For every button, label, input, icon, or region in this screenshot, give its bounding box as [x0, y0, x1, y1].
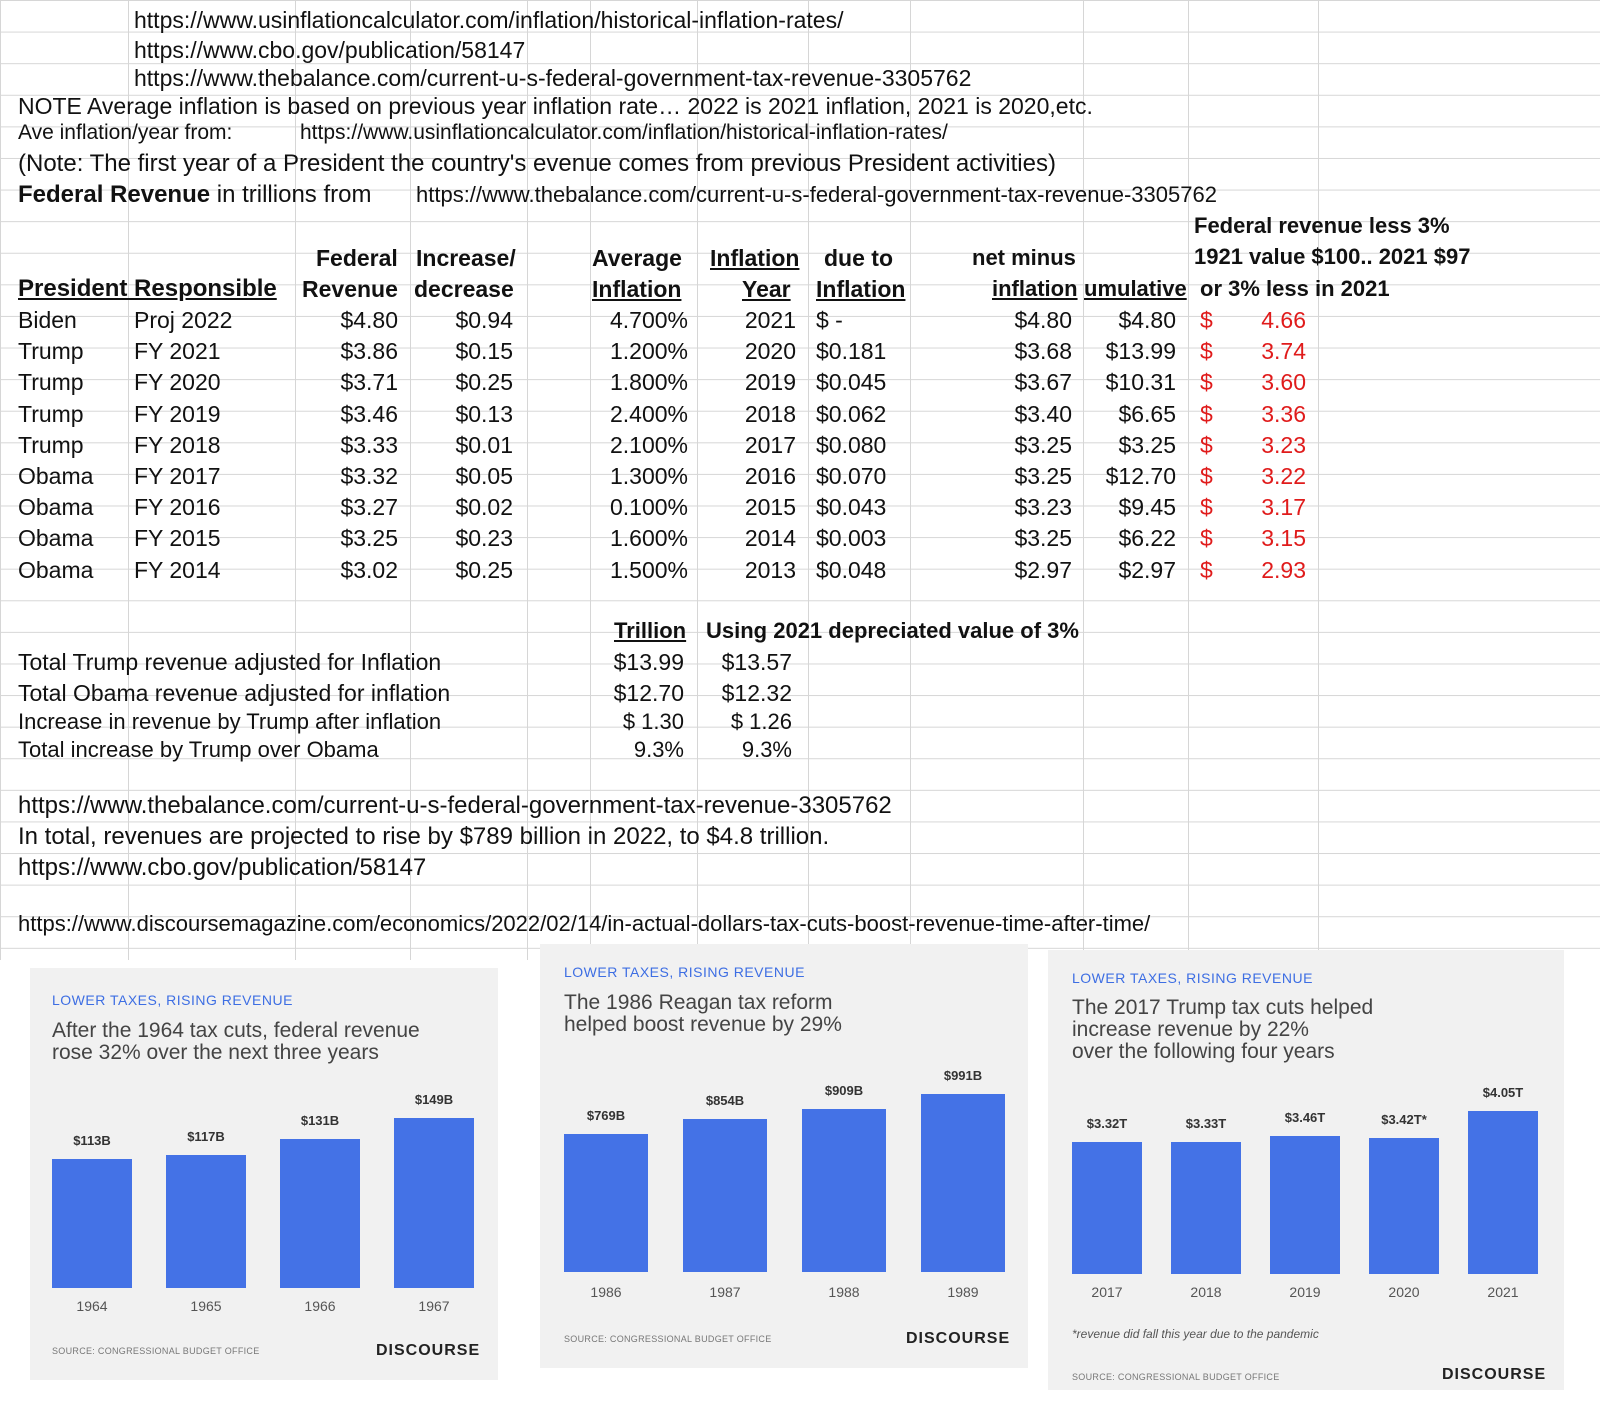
chart-kicker: LOWER TAXES, RISING REVENUE	[564, 964, 805, 980]
link-cbo[interactable]: https://www.cbo.gov/publication/58147	[134, 37, 526, 63]
chart-value-label: $3.46T	[1284, 1110, 1326, 1125]
row-cumulative: $3.25	[1118, 431, 1176, 458]
note-first-year: (Note: The first year of a President the country's evenue comes from previous President activities)	[18, 150, 1056, 177]
grid-col-line	[1318, 0, 1319, 960]
note-average-inflation: NOTE Average inflation is based on previous year inflation rate… 2022 is 2021 inflation, 2021 is 2020,etc.	[18, 93, 1093, 119]
chart-value-label: $909B	[824, 1083, 864, 1098]
row-average-inflation: 0.100%	[609, 494, 688, 521]
chart-category-label: 1987	[709, 1284, 741, 1300]
row-less-dollar: $	[1200, 307, 1213, 333]
link-inflation-rates[interactable]: https://www.usinflationcalculator.com/inflation/historical-inflation-rates/	[134, 7, 844, 33]
row-fiscal-year: FY 2021	[134, 338, 221, 365]
row-net-minus-inflation: $4.80	[1014, 307, 1072, 333]
row-revenue: $3.27	[340, 494, 398, 521]
chart-title: increase revenue by 22%	[1072, 1018, 1309, 1041]
row-increase: $0.05	[455, 463, 513, 489]
chart-value-label: $149B	[414, 1092, 454, 1107]
header-less-1: Federal revenue less 3%	[1194, 213, 1450, 238]
row-revenue: $4.80	[340, 307, 398, 333]
grid-col-line	[1188, 0, 1189, 960]
row-inflation-year: 2013	[744, 556, 796, 583]
row-less-dollar: $	[1200, 400, 1213, 427]
header-less-2: 1921 value $100.. 2021 $97	[1194, 244, 1471, 269]
chart-category-label: 2018	[1190, 1284, 1222, 1300]
header-due-to: due to	[824, 245, 893, 271]
chart-value-label: $854B	[705, 1093, 745, 1108]
row-fiscal-year: FY 2014	[134, 556, 221, 583]
row-net-minus-inflation: $3.67	[1014, 369, 1072, 396]
chart-bar	[1072, 1142, 1142, 1274]
row-fiscal-year: FY 2015	[134, 525, 221, 552]
row-inflation-year: 2014	[744, 525, 796, 552]
footer-link-discourse[interactable]: https://www.discoursemagazine.com/economics/2022/02/14/in-actual-dollars-tax-cuts-boost-revenue-time-after-time/	[18, 911, 1151, 936]
row-increase: $0.25	[455, 556, 513, 583]
row-fiscal-year: FY 2016	[134, 494, 221, 521]
header-average: Average	[592, 245, 682, 271]
row-fiscal-year: Proj 2022	[134, 307, 233, 333]
chart-bar	[802, 1109, 886, 1272]
chart-category-label: 1965	[190, 1298, 222, 1314]
row-inflation-year: 2021	[744, 307, 796, 333]
chart-source: SOURCE: CONGRESSIONAL BUDGET OFFICE	[52, 1346, 260, 1356]
header-net-inflation: inflation	[992, 276, 1078, 301]
row-average-inflation: 1.300%	[609, 463, 688, 489]
summary-using: Using 2021 depreciated value of 3%	[706, 618, 1079, 643]
row-increase: $0.23	[455, 525, 513, 552]
footer-link-cbo[interactable]: https://www.cbo.gov/publication/58147	[18, 854, 427, 881]
summary-trillion: Trillion	[614, 618, 687, 643]
row-inflation-year: 2020	[744, 338, 796, 365]
link-thebalance[interactable]: https://www.thebalance.com/current-u-s-federal-government-tax-revenue-3305762	[134, 65, 972, 91]
row-due-to-inflation: $0.070	[816, 463, 887, 489]
row-cumulative: $6.65	[1118, 400, 1176, 427]
row-less-3-percent: 2.93	[1261, 556, 1306, 583]
summary-depreciated-value: 9.3%	[741, 737, 792, 762]
row-due-to-inflation: $0.045	[816, 369, 887, 396]
row-president: Trump	[18, 338, 84, 365]
row-revenue: $3.86	[340, 338, 398, 365]
header-inflation-avg: Inflation	[592, 276, 682, 302]
header-increase: Increase/	[416, 245, 516, 271]
summary-label: Increase in revenue by Trump after inflation	[18, 709, 442, 734]
chart-value-label: $113B	[73, 1133, 111, 1148]
chart-category-label: 1964	[76, 1298, 108, 1314]
row-less-3-percent: 3.23	[1261, 431, 1306, 458]
header-president: President Responsible	[18, 275, 277, 302]
row-average-inflation: 1.200%	[609, 338, 688, 365]
row-less-dollar: $	[1200, 556, 1213, 583]
row-less-dollar: $	[1200, 463, 1213, 489]
row-less-3-percent: 3.74	[1261, 338, 1306, 365]
header-federal: Federal	[316, 245, 398, 271]
chart-kicker: LOWER TAXES, RISING REVENUE	[52, 992, 293, 1008]
row-cumulative: $13.99	[1105, 338, 1176, 365]
chart-category-label: 1986	[590, 1284, 622, 1300]
chart-title: helped boost revenue by 29%	[564, 1013, 842, 1036]
chart-category-label: 1966	[304, 1298, 336, 1314]
row-president: Obama	[18, 525, 94, 552]
summary-label: Total Trump revenue adjusted for Inflation	[18, 649, 442, 675]
chart-footnote: *revenue did fall this year due to the pandemic	[1072, 1327, 1319, 1341]
chart-bar	[683, 1119, 767, 1272]
chart-title: The 2017 Trump tax cuts helped	[1072, 996, 1374, 1019]
chart-value-label: $769B	[586, 1108, 626, 1123]
federal-revenue-note	[18, 181, 371, 209]
chart-brand: DISCOURSE	[376, 1342, 481, 1359]
header-inflation: Inflation	[710, 245, 800, 271]
chart-category-label: 1988	[828, 1284, 860, 1300]
row-president: Trump	[18, 431, 84, 458]
chart-category-label: 2021	[1487, 1284, 1519, 1300]
row-revenue: $3.71	[340, 369, 398, 396]
row-net-minus-inflation: $3.25	[1014, 431, 1072, 458]
header-due-inflation: Inflation	[816, 276, 906, 302]
row-less-3-percent: 3.36	[1261, 400, 1306, 427]
chart-bar	[280, 1139, 360, 1288]
row-revenue: $3.25	[340, 525, 398, 552]
row-president: Biden	[18, 307, 77, 333]
row-fiscal-year: FY 2019	[134, 400, 221, 427]
summary-label: Total Obama revenue adjusted for inflation	[18, 680, 451, 706]
header-net-minus: net minus	[972, 245, 1076, 270]
chart-bar	[166, 1155, 246, 1288]
row-president: Obama	[18, 463, 94, 489]
row-increase: $0.25	[455, 369, 513, 396]
row-less-dollar: $	[1200, 338, 1213, 365]
federal-revenue-bold: Federal Revenue	[18, 181, 211, 208]
chart-source: SOURCE: CONGRESSIONAL BUDGET OFFICE	[564, 1334, 772, 1344]
chart-value-label: $117B	[187, 1129, 225, 1144]
row-average-inflation: 1.600%	[609, 525, 688, 552]
row-revenue: $3.46	[340, 400, 398, 427]
chart-bar	[1171, 1142, 1241, 1274]
chart-bar	[564, 1134, 648, 1272]
chart-bar	[394, 1118, 474, 1288]
row-inflation-year: 2018	[744, 400, 796, 427]
row-due-to-inflation: $0.181	[816, 338, 887, 365]
row-less-dollar: $	[1200, 431, 1213, 458]
row-net-minus-inflation: $3.25	[1014, 525, 1072, 552]
chart-value-label: $131B	[300, 1113, 340, 1128]
row-inflation-year: 2017	[744, 431, 796, 458]
row-less-3-percent: 3.17	[1261, 494, 1306, 521]
row-due-to-inflation: $0.043	[816, 494, 887, 521]
row-inflation-year: 2019	[744, 369, 796, 396]
row-average-inflation: 4.700%	[609, 307, 688, 333]
row-president: Obama	[18, 556, 94, 583]
row-revenue: $3.02	[340, 556, 398, 583]
footer-projection: In total, revenues are projected to rise by $789 billion in 2022, to $4.8 trillion.	[18, 823, 830, 850]
summary-depreciated-value: $12.32	[721, 680, 792, 706]
header-less-3: or 3% less in 2021	[1200, 276, 1390, 301]
chart-value-label: $3.33T	[1185, 1116, 1227, 1131]
row-net-minus-inflation: $3.40	[1014, 400, 1072, 427]
row-due-to-inflation: $0.003	[816, 525, 887, 552]
chart-title: rose 32% over the next three years	[52, 1041, 379, 1064]
header-decrease: decrease	[414, 276, 514, 302]
row-cumulative: $12.70	[1105, 463, 1176, 489]
row-net-minus-inflation: $3.25	[1014, 463, 1072, 489]
chart-category-label: 2019	[1289, 1284, 1321, 1300]
row-net-minus-inflation: $3.68	[1014, 338, 1072, 365]
chart-category-label: 1967	[418, 1298, 450, 1314]
footer-link-thebalance[interactable]: https://www.thebalance.com/current-u-s-federal-government-tax-revenue-3305762	[18, 792, 892, 819]
chart-value-label: $4.05T	[1482, 1085, 1524, 1100]
ave-inflation-link[interactable]: https://www.usinflationcalculator.com/inflation/historical-inflation-rates/	[300, 121, 948, 144]
chart-source: SOURCE: CONGRESSIONAL BUDGET OFFICE	[1072, 1372, 1280, 1382]
row-average-inflation: 1.500%	[609, 556, 688, 583]
chart-category-label: 1989	[947, 1284, 979, 1300]
row-due-to-inflation: $0.062	[816, 400, 887, 427]
row-cumulative: $2.97	[1118, 556, 1176, 583]
row-net-minus-inflation: $2.97	[1014, 556, 1072, 583]
chart-brand: DISCOURSE	[906, 1330, 1011, 1347]
row-inflation-year: 2016	[744, 463, 796, 489]
row-inflation-year: 2015	[744, 494, 796, 521]
chart-title: The 1986 Reagan tax reform	[564, 991, 833, 1014]
chart-value-label: $991B	[943, 1068, 983, 1083]
row-cumulative: $9.45	[1118, 494, 1176, 521]
row-due-to-inflation: $ -	[816, 307, 843, 333]
summary-depreciated-value: $13.57	[721, 649, 792, 675]
row-increase: $0.94	[455, 307, 513, 333]
summary-trillion-value: $13.99	[613, 649, 684, 675]
row-president: Obama	[18, 494, 94, 521]
chart-title: over the following four years	[1072, 1040, 1335, 1063]
row-less-3-percent: 4.66	[1261, 307, 1306, 333]
row-increase: $0.01	[455, 431, 513, 458]
chart-kicker: LOWER TAXES, RISING REVENUE	[1072, 970, 1313, 986]
row-average-inflation: 1.800%	[609, 369, 688, 396]
row-less-3-percent: 3.60	[1261, 369, 1306, 396]
summary-trillion-value: 9.3%	[633, 737, 684, 762]
header-revenue: Revenue	[302, 276, 398, 302]
summary-trillion-value: $ 1.30	[622, 709, 684, 734]
summary-trillion-value: $12.70	[613, 680, 684, 706]
row-revenue: $3.33	[340, 431, 398, 458]
chart-bar	[1270, 1136, 1340, 1274]
row-average-inflation: 2.100%	[609, 431, 688, 458]
chart-category-label: 2020	[1388, 1284, 1420, 1300]
row-revenue: $3.32	[340, 463, 398, 489]
federal-revenue-rest: in trillions from	[210, 181, 372, 208]
chart-bar	[52, 1159, 132, 1288]
row-net-minus-inflation: $3.23	[1014, 494, 1072, 521]
row-due-to-inflation: $0.048	[816, 556, 887, 583]
chart-value-label: $3.32T	[1086, 1116, 1128, 1131]
row-cumulative: $4.80	[1118, 307, 1176, 333]
row-less-3-percent: 3.22	[1261, 463, 1306, 489]
row-increase: $0.15	[455, 338, 513, 365]
row-less-dollar: $	[1200, 525, 1213, 552]
row-president: Trump	[18, 400, 84, 427]
row-less-dollar: $	[1200, 494, 1213, 521]
row-less-3-percent: 3.15	[1261, 525, 1306, 552]
row-increase: $0.13	[455, 400, 513, 427]
row-due-to-inflation: $0.080	[816, 431, 887, 458]
chart-value-label: $3.42T*	[1381, 1112, 1427, 1127]
header-year: Year	[742, 276, 791, 302]
row-cumulative: $10.31	[1105, 369, 1176, 396]
chart-title: After the 1964 tax cuts, federal revenue	[52, 1019, 420, 1042]
chart-bar	[921, 1094, 1005, 1272]
chart-brand: DISCOURSE	[1442, 1366, 1547, 1383]
row-average-inflation: 2.400%	[609, 400, 688, 427]
chart-bar	[1468, 1111, 1538, 1274]
row-fiscal-year: FY 2018	[134, 431, 221, 458]
chart-category-label: 2017	[1091, 1284, 1123, 1300]
row-increase: $0.02	[455, 494, 513, 521]
summary-depreciated-value: $ 1.26	[730, 709, 792, 734]
row-cumulative: $6.22	[1118, 525, 1176, 552]
grid-col-line	[1083, 0, 1084, 960]
ave-inflation-label: Ave inflation/year from:	[18, 121, 233, 144]
row-fiscal-year: FY 2020	[134, 369, 221, 396]
row-fiscal-year: FY 2017	[134, 463, 221, 489]
row-less-dollar: $	[1200, 369, 1213, 396]
header-cumulative: umulative	[1084, 276, 1187, 301]
chart-bar	[1369, 1138, 1439, 1274]
summary-label: Total increase by Trump over Obama	[18, 737, 379, 762]
row-president: Trump	[18, 369, 84, 396]
federal-revenue-link[interactable]: https://www.thebalance.com/current-u-s-federal-government-tax-revenue-3305762	[416, 182, 1217, 207]
